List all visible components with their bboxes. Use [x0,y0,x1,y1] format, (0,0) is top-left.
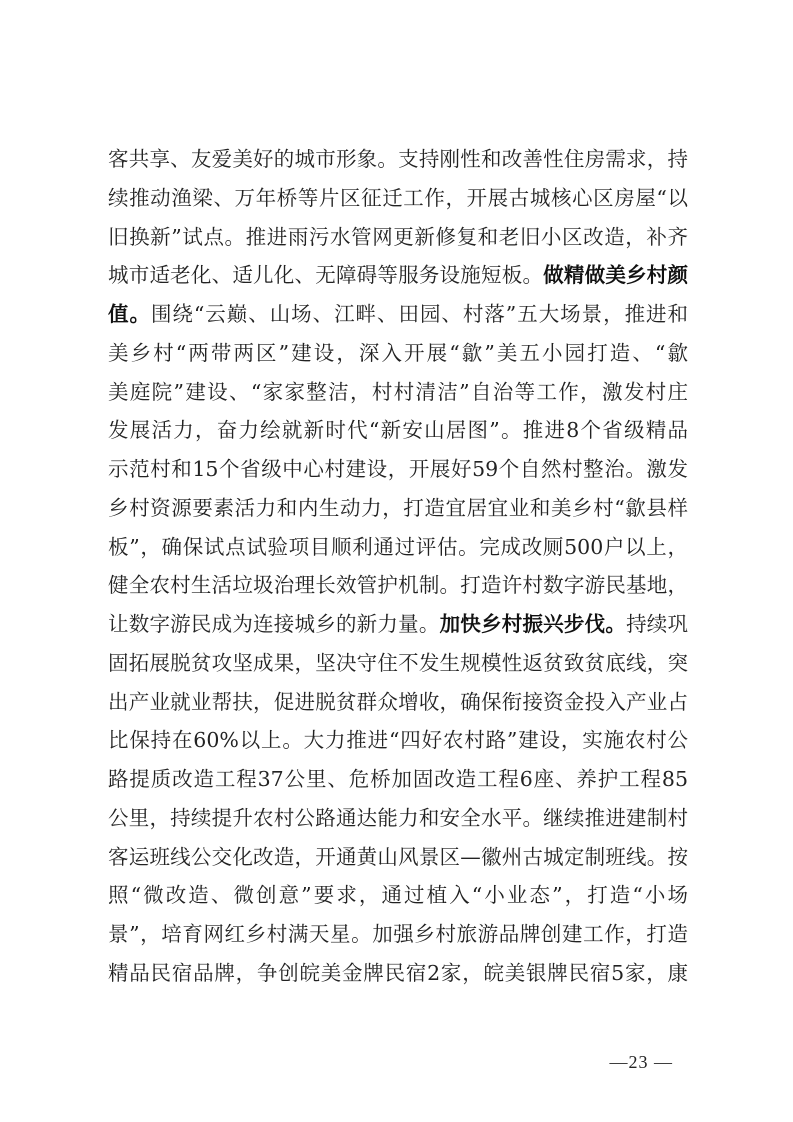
text-line [108,528,688,567]
text-line [108,721,688,760]
text-segment: 照“微改造、微创意”要求，通过植入“小业态”，打造“小场 [108,883,688,908]
text-segment: 固拓展脱贫攻坚成果，坚决守住不发生规模性返贫致贫底线，突 [108,650,688,675]
text-segment: 城市适老化、适儿化、无障碍等服务设施短板。 [108,263,544,288]
text-line [108,334,688,373]
text-line [108,256,688,295]
text-segment: 美庭院”建设、“家家整洁，村村清洁”自治等工作，激发村庄 [108,379,688,404]
text-line [108,218,688,257]
text-line [108,566,688,605]
text-line [108,411,688,450]
text-segment: 让数字游民成为连接城乡的新力量。 [108,612,440,636]
bold-heading-text: 加快乡村振兴步伐。 [439,612,627,636]
text-line [108,373,688,412]
text-line [108,605,688,644]
text-line [108,799,688,838]
bold-heading-text: 值。 [108,302,151,326]
text-segment: 出产业就业帮扶，促进脱贫群众增收，确保衔接资金投入产业占 [108,689,688,714]
text-line [108,644,688,683]
text-segment: 围绕“云巅、山场、江畔、田园、村落”五大场景，推进和 [150,302,688,326]
text-segment: 客共享、友爱美好的城市形象。支持刚性和改善性住房需求，持 [108,147,688,171]
text-segment: 公里，持续提升农村公路通达能力和安全水平。继续推进建制村 [108,805,688,830]
text-line [108,760,688,799]
text-line [108,838,688,877]
text-segment: 旧换新”试点。推进雨污水管网更新修复和老旧小区改造，补齐 [108,224,688,249]
text-segment: 客运班线公交化改造，开通黄山风景区—徽州古城定制班线。按 [108,844,688,869]
text-segment: 健全农村生活垃圾治理长效管护机制。打造许村数字游民基地， [108,573,688,598]
text-segment: 示范村和15个省级中心村建设，开展好59个自然村整治。激发 [108,457,688,481]
text-segment: 乡村资源要素活力和内生动力，打造宜居宜业和美乡村“歙县样 [108,495,688,520]
text-segment: 路提质改造工程37公里、危桥加固改造工程6座、养护工程85 [108,767,688,791]
text-line [108,295,688,334]
text-segment: 持续巩 [626,612,688,636]
text-line [108,140,688,179]
page-number: —23 — [609,1052,673,1072]
text-segment: 板”，确保试点试验项目顺利通过评估。完成改厕500户以上， [108,534,688,559]
text-line [108,489,688,528]
text-segment: 比保持在60%以上。大力推进“四好农村路”建设，实施农村公 [108,728,688,753]
text-segment: 发展活力，奋力绘就新时代“新安山居图”。推进8个省级精品 [108,418,688,443]
text-segment: 精品民宿品牌，争创皖美金牌民宿2家，皖美银牌民宿5家，康 [108,960,688,985]
text-line [108,876,688,915]
text-line [108,450,688,489]
text-segment: 美乡村“两带两区”建设，深入开展“歙”美五小园打造、“歙 [108,340,688,365]
text-line [108,179,688,218]
text-segment: 景”，培育网红乡村满天星。加强乡村旅游品牌创建工作，打造 [108,922,688,946]
text-line [108,954,688,993]
text-line [108,915,688,954]
text-line [108,683,688,722]
text-segment: 续推动渔梁、万年桥等片区征迁工作，开展古城核心区房屋“以 [108,185,688,210]
body-text [108,140,688,993]
bold-heading-text: 做精做美乡村颜 [543,263,688,288]
